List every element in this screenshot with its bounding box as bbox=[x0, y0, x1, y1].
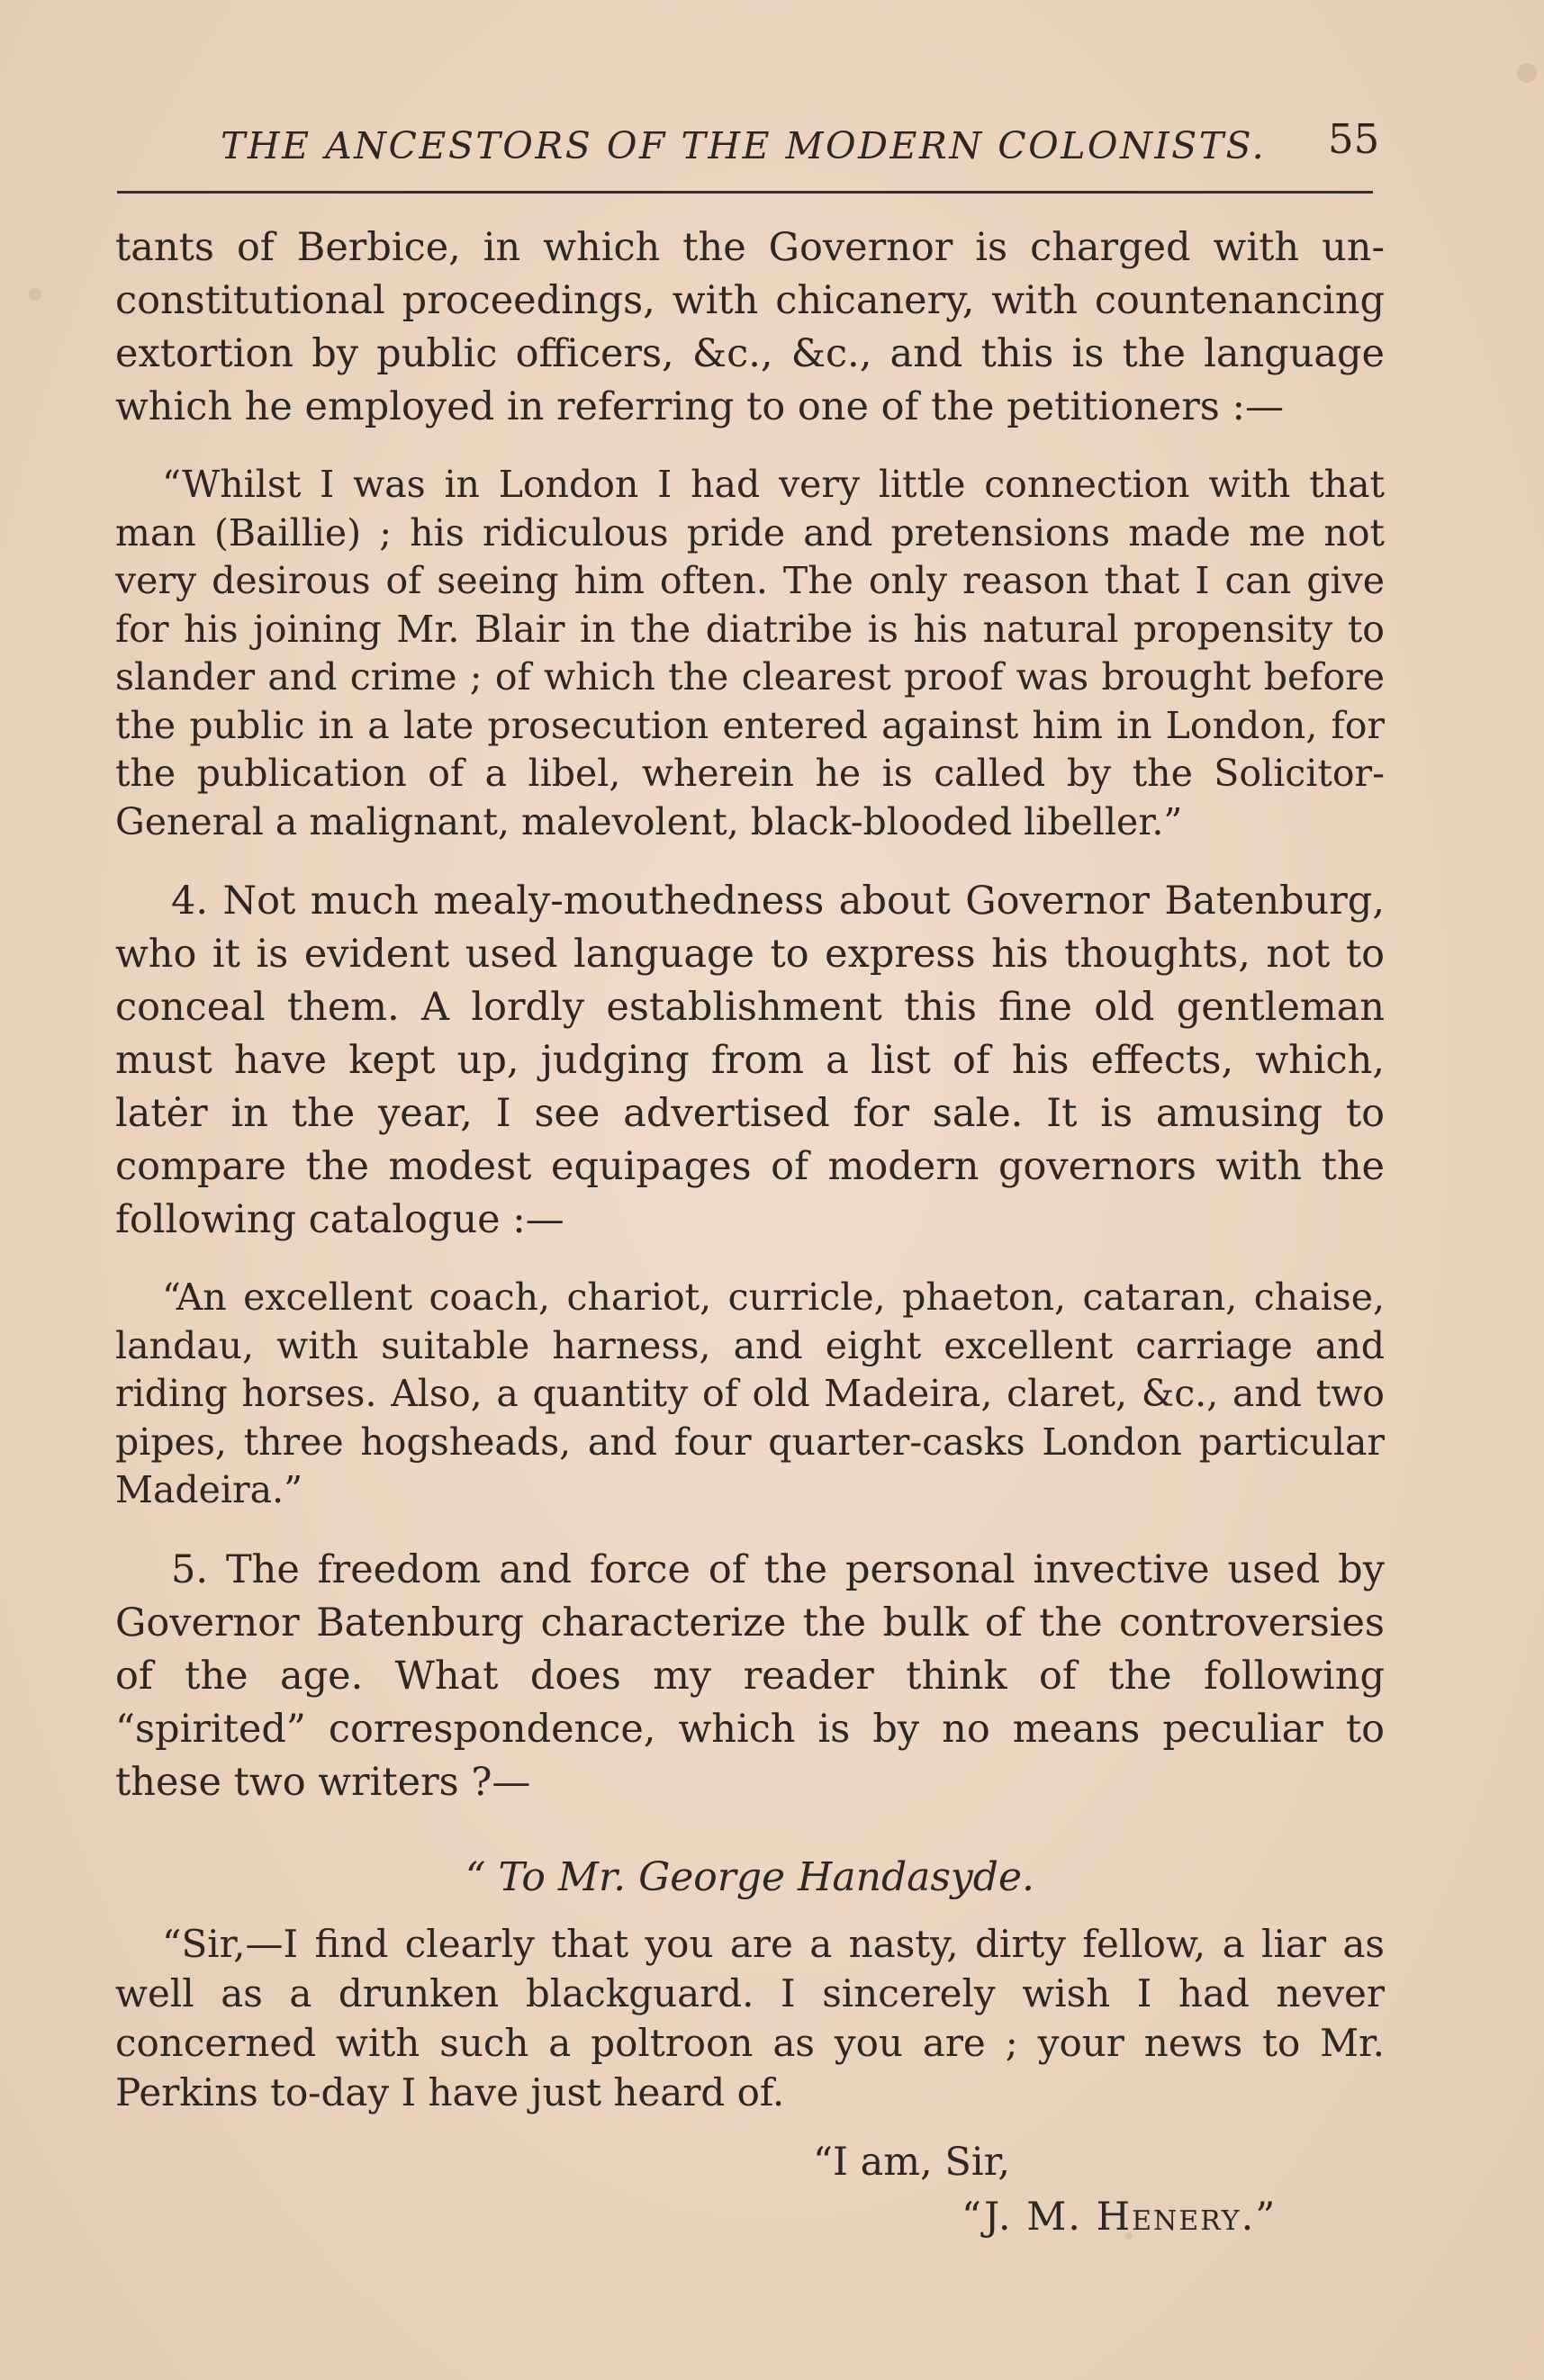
quotation-1: “Whilst I was in London I had very little connection with that man (Baillie) ; his ridiculous pride and pretensions made me not very desirous of seeing him often. The only reason that I can give for his joining Mr. Blair in the diatribe is his natural propensity to slander and crime ; of which the clearest proof was brought before the public in a late prosecution entered against him in London, for the publication of a libel, wherein he is called by the Solicitor-General a malignant, malevolent, black-blooded libeller.” bbox=[115, 463, 1385, 843]
running-title: THE ANCESTORS OF THE MODERN COLONISTS. bbox=[221, 124, 1267, 167]
letter-signature bbox=[115, 2189, 1385, 2245]
paper-spot bbox=[1517, 63, 1537, 83]
letter-body: “Sir,—I find clearly that you are a nasty, dirty fellow, a liar as well as a drunken blackguard. I sincerely wish I had never concerned with such a poltroon as you are ; your news to Mr. Perkins to-day I have just heard of. bbox=[115, 1921, 1385, 2114]
paragraph-2: 4. Not much mealy-mouthedness about Governor Batenburg, who it is evident used language to express his thoughts, not to conceal them. A lordly establishment this fine old gentleman must have kept up, judging from a list of his effects, which, latėr in the year, I see advertised for sale. It is amusing to compare the modest equipages of modern governors with the following catalogue :— bbox=[115, 879, 1385, 1242]
page-number: 55 bbox=[1328, 115, 1380, 163]
signature-name: Henery.” bbox=[1096, 2194, 1278, 2240]
paper-spot bbox=[1125, 2232, 1133, 2240]
body-text bbox=[115, 221, 1385, 2245]
quotation-2: “An excellent coach, chariot, curricle, phaeton, cataran, chaise, landau, with suitable harness, and eight excellent carriage and riding horses. Also, a quantity of old Madeira, claret, &c., and two pipes, three hogsheads, and four quarter-casks London particular Madeira.” bbox=[115, 1276, 1385, 1511]
signature-prefix: “J. M. bbox=[962, 2194, 1097, 2240]
paragraph-1: tants of Berbice, in which the Governor is charged with un-constitutional proceedings, with chicanery, with countenancing extortion by public officers, &c., &c., and this is the language which he employed in referring to one of the petitioners :— bbox=[115, 225, 1385, 429]
paper-spot bbox=[29, 288, 41, 301]
running-head bbox=[117, 115, 1380, 169]
paragraph-3: 5. The freedom and force of the personal invective used by Governor Batenburg characterize the bulk of the controversies of the age. What does my reader think of the following “spirited” correspondence, which is by no means peculiar to these two writers ?— bbox=[115, 1546, 1385, 1805]
letter-heading: “ To Mr. George Handasyde. bbox=[465, 1853, 1034, 1900]
header-rule bbox=[117, 191, 1373, 194]
letter-closing: “I am, Sir, bbox=[813, 2139, 1011, 2185]
